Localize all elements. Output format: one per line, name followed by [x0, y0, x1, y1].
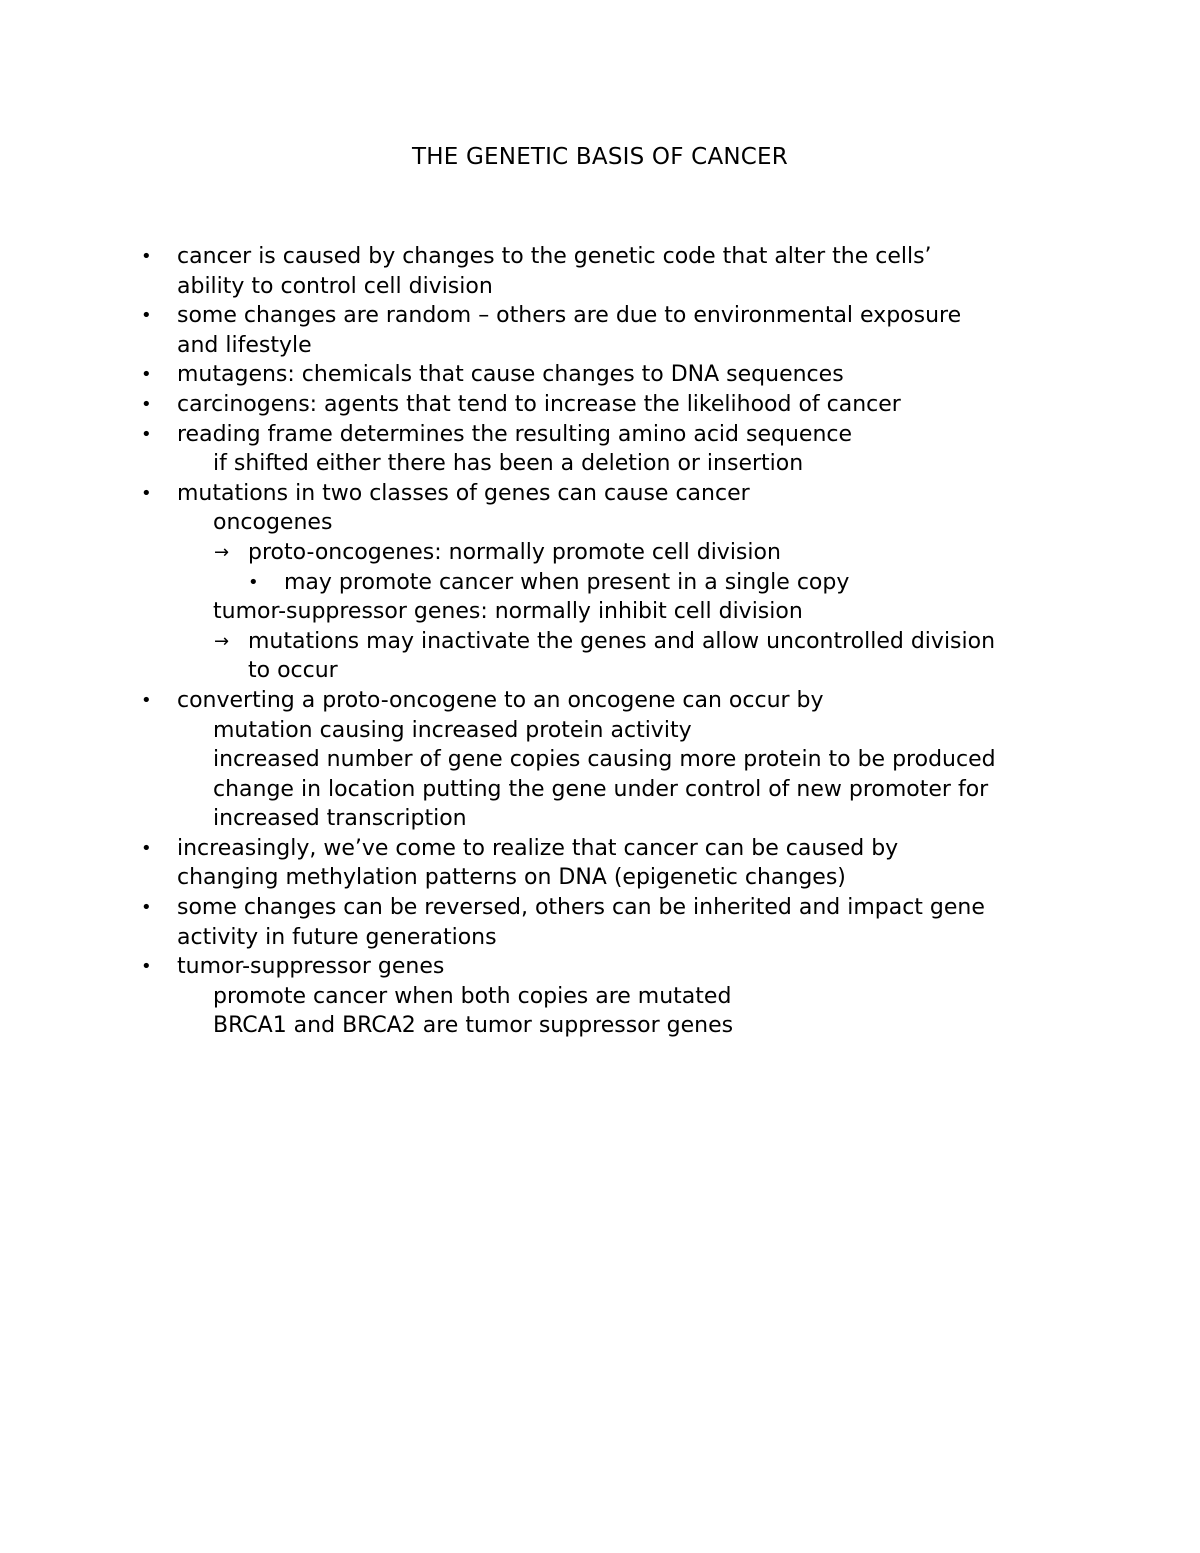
list-item-continuation: [0, 272, 1200, 302]
list-item-text: cancer is caused by changes to the genetic code that alter the cells’: [177, 244, 932, 269]
arrow-right-icon: →: [214, 541, 230, 563]
bullet-icon: •: [141, 956, 152, 978]
sub-item: [0, 597, 1200, 627]
list-item: [0, 952, 1200, 982]
list-item-continuation: [0, 863, 1200, 893]
sub-item-continuation: [0, 804, 1200, 834]
page-title: THE GENETIC BASIS OF CANCER: [412, 144, 788, 170]
arrow-item-text: mutations may inactivate the genes and allow uncontrolled division: [248, 628, 996, 654]
bullet-icon: •: [141, 482, 152, 504]
bullet-icon: •: [141, 689, 152, 711]
bullet-icon: •: [141, 393, 152, 415]
sub-item: [0, 508, 1200, 538]
list-item-text: reading frame determines the resulting amino acid sequence: [177, 421, 853, 447]
list-item-text: converting a proto-oncogene to an oncogene can occur by: [177, 687, 824, 713]
sub-item: [0, 1011, 1200, 1041]
list-item: [0, 686, 1200, 716]
list-item-continuation: [0, 923, 1200, 953]
bullet-icon: •: [141, 837, 152, 859]
list-item: [0, 893, 1200, 923]
nested-item-text: may promote cancer when present in a single copy: [284, 569, 850, 595]
sub-item-text: change in location putting the gene under control of new promoter for: [213, 776, 989, 802]
nested-list-item: [0, 568, 1200, 598]
list-item-text: mutagens: chemicals that cause changes to DNA sequences: [177, 362, 844, 388]
list-item-text: carcinogens: agents that tend to increase the likelihood of cancer: [177, 391, 901, 417]
list-item-text: mutations in two classes of genes can cause cancer: [177, 480, 750, 506]
bullet-icon: •: [141, 423, 152, 445]
list-item: [0, 301, 1200, 331]
list-item: [0, 242, 1200, 272]
sub-item: [0, 745, 1200, 775]
arrow-item: [0, 627, 1200, 657]
list-item: [0, 479, 1200, 509]
list-item-text: changing methylation patterns on DNA (epigenetic changes): [177, 865, 846, 891]
sub-item: [0, 775, 1200, 805]
list-item-text: some changes are random – others are due to environmental exposure: [177, 303, 962, 329]
list-item-text: some changes can be reversed, others can be inherited and impact gene: [177, 895, 985, 921]
notes-list: [0, 242, 1200, 1041]
list-item-continuation: [0, 331, 1200, 361]
sub-item: [0, 982, 1200, 1012]
bullet-icon: •: [141, 897, 152, 919]
list-item-text: activity in future generations: [177, 924, 497, 950]
list-item: [0, 360, 1200, 390]
arrow-item-text: to occur: [248, 658, 338, 684]
list-item: [0, 834, 1200, 864]
sub-item-text: increased number of gene copies causing more protein to be produced: [213, 747, 996, 773]
sub-item-text: mutation causing increased protein activity: [213, 717, 692, 743]
list-item-text: ability to control cell division: [177, 273, 493, 299]
bullet-icon: •: [248, 571, 259, 593]
bullet-icon: •: [141, 305, 152, 327]
arrow-item-text: proto-oncogenes: normally promote cell division: [248, 539, 781, 565]
arrow-item: [0, 538, 1200, 568]
list-item-text: and lifestyle: [177, 332, 312, 358]
list-item: [0, 390, 1200, 420]
bullet-icon: •: [141, 246, 152, 267]
arrow-right-icon: →: [214, 630, 230, 652]
sub-item-text: increased transcription: [213, 806, 467, 832]
sub-item-text: if shifted either there has been a deletion or insertion: [213, 451, 804, 477]
list-item: [0, 420, 1200, 450]
arrow-item-continuation: [0, 656, 1200, 686]
sub-item-text: oncogenes: [213, 510, 333, 536]
sub-item: [0, 716, 1200, 746]
bullet-icon: •: [141, 364, 152, 386]
sub-item-text: BRCA1 and BRCA2 are tumor suppressor genes: [213, 1013, 734, 1039]
list-item-text: increasingly, we’ve come to realize that cancer can be caused by: [177, 835, 899, 861]
sub-item-text: promote cancer when both copies are mutated: [213, 983, 732, 1009]
sub-item-text: tumor-suppressor genes: normally inhibit cell division: [213, 599, 803, 625]
sub-item: [0, 449, 1200, 479]
list-item-text: tumor-suppressor genes: [177, 954, 445, 980]
